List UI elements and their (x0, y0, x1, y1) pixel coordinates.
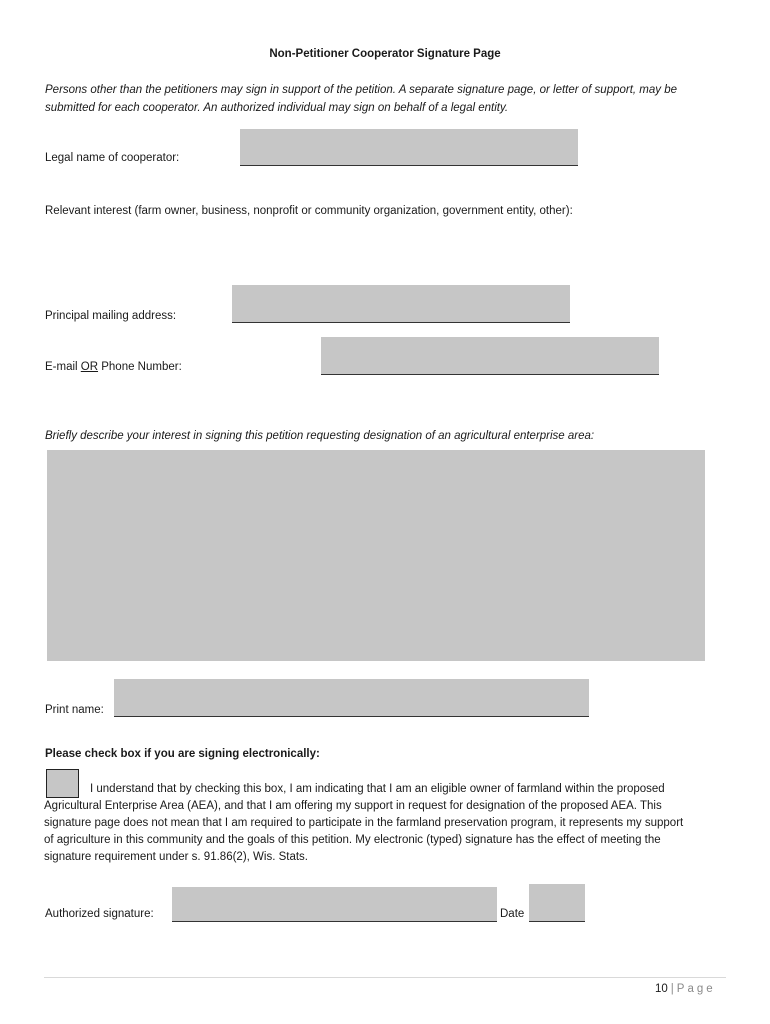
legal-name-field[interactable] (240, 129, 578, 166)
footer-separator: | (670, 983, 674, 995)
page-number: 10 (655, 983, 668, 995)
date-field[interactable] (529, 884, 585, 922)
contact-field[interactable] (321, 337, 659, 375)
print-name-label: Print name: (45, 704, 104, 716)
page-title: Non-Petitioner Cooperator Signature Page (269, 48, 501, 60)
date-label: Date (500, 908, 525, 920)
page-word: Page (676, 983, 716, 995)
intro-text: Persons other than the petitioners may sign in support of the petition. A separate signature page, or letter of support, may be submitted for each cooperator. An authorized individual may sign on behalf of a legal entity. (45, 84, 678, 114)
contact-label (45, 361, 182, 373)
electronic-statement (44, 781, 684, 866)
print-name-field[interactable] (114, 679, 589, 717)
legal-name-label: Legal name of cooperator: (45, 152, 180, 164)
authorized-signature-field[interactable] (172, 887, 497, 922)
mailing-address-field[interactable] (232, 285, 570, 323)
contact-label-prefix: E-mail (45, 361, 81, 373)
describe-interest-textarea[interactable] (47, 450, 705, 661)
contact-label-suffix: Phone Number: (98, 361, 182, 373)
check-box-heading: Please check box if you are signing electronically: (45, 748, 320, 760)
page-footer (655, 983, 716, 995)
authorized-signature-label: Authorized signature: (45, 908, 154, 920)
relevant-interest-label: Relevant interest (farm owner, business, nonprofit or community organization, government entity, other): (45, 205, 573, 217)
footer-divider (44, 977, 726, 978)
mailing-address-label: Principal mailing address: (45, 310, 177, 322)
electronic-statement-text: I understand that by checking this box, I am indicating that I am an eligible owner of farmland within the proposed Agricultural Enterprise Area (AEA), and that I am offering my support in request for designation of the proposed AEA. This signature page does not mean that I am required to participate in the farmland preservation program, it represents my support of agriculture in this community and the goals of this petition. My electronic (typed) signature has the effect of meeting the signature requirement under s. 91.86(2), Wis. Stats. (44, 783, 684, 863)
contact-label-or: OR (80, 361, 99, 373)
describe-interest-label: Briefly describe your interest in signing this petition requesting designation of an agricultural enterprise area: (45, 430, 595, 442)
